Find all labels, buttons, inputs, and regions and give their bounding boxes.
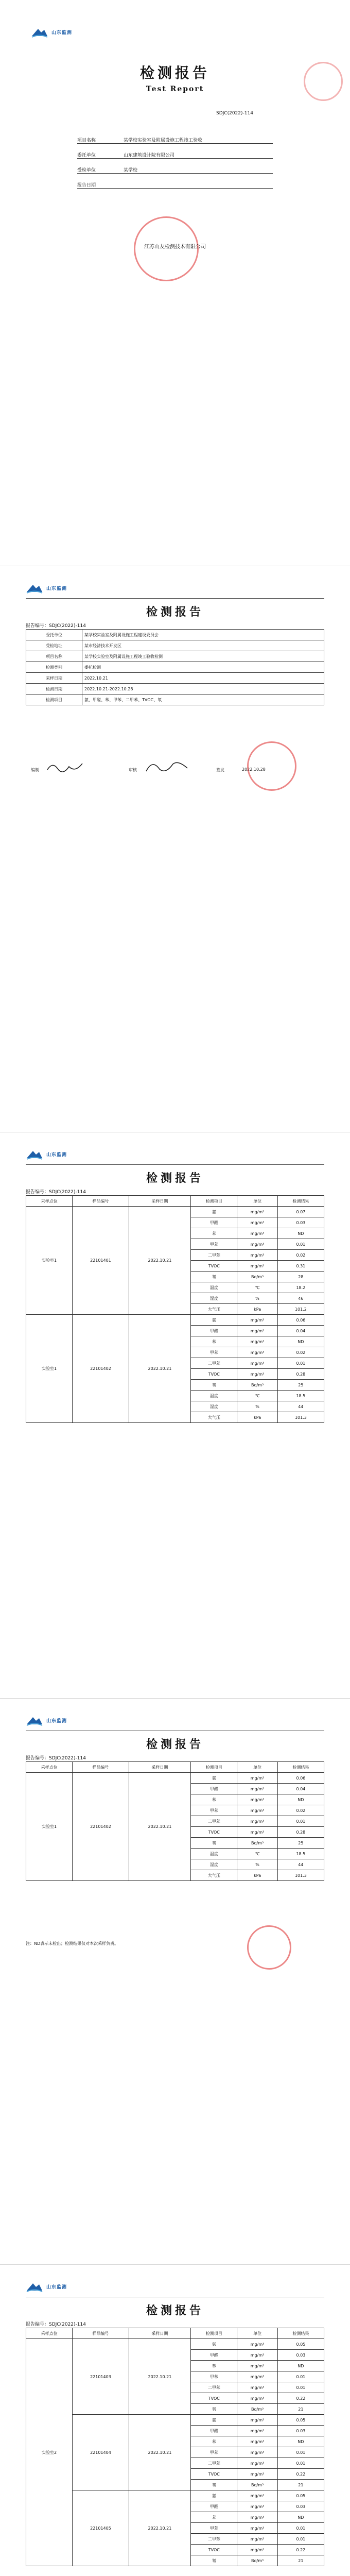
cover-fields: [77, 129, 273, 189]
cell-sample: 22101402: [73, 1315, 129, 1423]
cell-unit: mg/m³: [237, 1217, 277, 1228]
cell-unit: mg/m³: [237, 2545, 277, 2555]
cell-item: 温度: [191, 1282, 237, 1293]
column-header: 采样点位: [26, 2328, 73, 2339]
cell-item: 氨: [191, 2339, 237, 2350]
cell-location: 实验室2: [26, 2339, 73, 2566]
cell-value: 氨、甲醛、苯、甲苯、二甲苯、TVOC、氡: [82, 694, 324, 705]
cell-value: 0.01: [277, 2534, 324, 2545]
cell-unit: Bq/m³: [237, 1838, 277, 1849]
brand-name: 山东监测: [46, 586, 67, 591]
column-header: 样品编号: [73, 1762, 129, 1773]
cell-value: 0.03: [277, 1217, 324, 1228]
cell-item: 氡: [191, 1838, 237, 1849]
header-rule: [26, 598, 324, 599]
cell-value: 2022.10.21-2022.10.28: [82, 684, 324, 694]
cell-item: TVOC: [191, 2469, 237, 2480]
cell-value: 0.01: [277, 2447, 324, 2458]
cell-value: 委托检测: [82, 662, 324, 673]
sign-date: 2022.10.28: [242, 767, 266, 772]
company-seal: [247, 741, 296, 791]
cell-unit: mg/m³: [237, 2426, 277, 2436]
cover-field-label: 项目名称: [77, 138, 96, 143]
cell-item: 氨: [191, 1773, 237, 1784]
cell-unit: mg/m³: [237, 1358, 277, 1369]
cell-unit: mg/m³: [237, 2436, 277, 2447]
cell-unit: mg/m³: [237, 1773, 277, 1784]
cell-value: 21: [277, 2404, 324, 2415]
cell-value: 44: [277, 1401, 324, 1412]
cell-item: 甲苯: [191, 1805, 237, 1816]
table-row: [26, 662, 324, 673]
cell-item: 甲醛: [191, 2426, 237, 2436]
cell-item: 氡: [191, 2480, 237, 2490]
brand-mark-icon: [26, 2280, 43, 2293]
header-rule: [26, 1164, 324, 1165]
page-title: 检测报告: [146, 2304, 204, 2317]
cell-label: 检测日期: [26, 684, 82, 694]
cell-sample: 22101401: [73, 1207, 129, 1315]
column-header: 采样点位: [26, 1196, 73, 1207]
cover-field-value: 某学校: [124, 168, 138, 173]
info-table: [26, 629, 324, 705]
table-row: [26, 630, 324, 640]
cell-value: 0.22: [277, 2545, 324, 2555]
table-row: [26, 640, 324, 651]
report-number: 报告编号：SDJC(2022)-114: [26, 623, 86, 629]
sign-label: 签发: [216, 768, 224, 772]
cell-value: ND: [277, 2361, 324, 2371]
cell-unit: mg/m³: [237, 1816, 277, 1827]
cell-unit: Bq/m³: [237, 2555, 277, 2566]
cover-field-row: [77, 129, 273, 144]
cell-item: 温度: [191, 1849, 237, 1859]
cell-unit: mg/m³: [237, 1250, 277, 1261]
cell-item: 温度: [191, 1391, 237, 1401]
cell-label: 检测项目: [26, 694, 82, 705]
table-row: [26, 1207, 324, 1217]
table-row: [26, 2339, 324, 2350]
cell-item: 甲苯: [191, 1347, 237, 1358]
cell-value: 0.01: [277, 1358, 324, 1369]
cell-date: 2022.10.21: [129, 1773, 191, 1881]
brand-logo: [26, 2280, 67, 2293]
report-number: 报告编号：SDJC(2022)-114: [26, 1756, 86, 1761]
cell-sample: 22101405: [73, 2490, 129, 2566]
cell-value: 18.5: [277, 1391, 324, 1401]
column-header: 检测项目: [191, 1196, 237, 1207]
column-header: 样品编号: [73, 2328, 129, 2339]
cell-value: 0.01: [277, 1816, 324, 1827]
cover-field-label: 委托单位: [77, 153, 96, 158]
cell-unit: Bq/m³: [237, 2404, 277, 2415]
column-header: 检测项目: [191, 2328, 237, 2339]
cell-sample: 22101402: [73, 1773, 129, 1881]
cell-item: TVOC: [191, 1261, 237, 1272]
cell-unit: kPa: [237, 1304, 277, 1315]
results-page-2: [0, 1699, 350, 2264]
cell-label: 检测类别: [26, 662, 82, 673]
cell-value: 21: [277, 2480, 324, 2490]
cell-item: 苯: [191, 2512, 237, 2523]
cell-item: TVOC: [191, 2545, 237, 2555]
cell-unit: ℃: [237, 1282, 277, 1293]
cell-item: 氡: [191, 1272, 237, 1282]
column-header: 检测项目: [191, 1762, 237, 1773]
cell-value: 44: [277, 1859, 324, 1870]
cell-unit: mg/m³: [237, 1261, 277, 1272]
table-note: 注：ND表示未检出；检测结果仅对本次采样负责。: [26, 1941, 119, 1946]
cell-unit: mg/m³: [237, 1369, 277, 1380]
cell-value: 0.22: [277, 2393, 324, 2404]
table-header-row: [26, 2328, 324, 2339]
cell-value: ND: [277, 2436, 324, 2447]
cell-location: 实验室1: [26, 1773, 73, 1881]
cell-unit: mg/m³: [237, 2512, 277, 2523]
cell-value: 0.05: [277, 2339, 324, 2350]
cell-item: 氨: [191, 2415, 237, 2426]
cover-company: 江苏山友检测技术有限公司: [144, 244, 206, 250]
cell-value: 0.03: [277, 2501, 324, 2512]
cell-value: 0.06: [277, 1773, 324, 1784]
cell-item: 二甲苯: [191, 1358, 237, 1369]
results-table-2: [26, 1761, 324, 1881]
cell-unit: mg/m³: [237, 2534, 277, 2545]
cover-field-value: 山东建筑设计院有限公司: [124, 153, 175, 158]
cell-item: 甲醛: [191, 2501, 237, 2512]
cell-value: 0.03: [277, 2426, 324, 2436]
cover-field-row: [77, 174, 273, 189]
cell-value: 某市经济技术开发区: [82, 640, 324, 651]
cell-sample: 22101403: [73, 2339, 129, 2415]
cover-field-row: [77, 144, 273, 159]
cell-value: 101.3: [277, 1412, 324, 1423]
cell-unit: mg/m³: [237, 1827, 277, 1838]
cell-value: ND: [277, 1794, 324, 1805]
cover-field-label: 受检单位: [77, 168, 96, 173]
cell-value: 18.2: [277, 1282, 324, 1293]
table-header-row: [26, 1196, 324, 1207]
cell-item: 苯: [191, 1228, 237, 1239]
brand-logo: [26, 1714, 67, 1726]
cell-item: 湿度: [191, 1859, 237, 1870]
cell-unit: kPa: [237, 1870, 277, 1881]
page-title: 检测报告: [146, 1172, 204, 1185]
cell-label: 受检地址: [26, 640, 82, 651]
cell-value: 0.28: [277, 1369, 324, 1380]
cell-value: 0.03: [277, 2350, 324, 2361]
cell-unit: ℃: [237, 1391, 277, 1401]
cover-page: [0, 0, 350, 566]
cell-unit: mg/m³: [237, 1207, 277, 1217]
brand-name: 山东监测: [46, 2284, 67, 2290]
cell-item: 甲苯: [191, 2447, 237, 2458]
cell-unit: ℃: [237, 1849, 277, 1859]
cell-item: 甲醛: [191, 2350, 237, 2361]
brand-mark-icon: [26, 1714, 43, 1726]
cell-value: 某学校实验室及附属设施工程竣工验收检测: [82, 651, 324, 662]
sign-label: 编制: [31, 768, 39, 772]
signature-graphic: [46, 759, 87, 775]
cell-label: 采样日期: [26, 673, 82, 684]
cell-unit: mg/m³: [237, 2501, 277, 2512]
column-header: 检测结果: [277, 1762, 324, 1773]
cell-date: 2022.10.21: [129, 1315, 191, 1423]
cell-unit: mg/m³: [237, 2382, 277, 2393]
cell-unit: Bq/m³: [237, 1272, 277, 1282]
column-header: 样品编号: [73, 1196, 129, 1207]
cover-field-value: 某学校实验室及附属设施工程竣工验收: [124, 138, 203, 143]
cell-unit: Bq/m³: [237, 1380, 277, 1391]
cell-item: TVOC: [191, 2393, 237, 2404]
cell-unit: mg/m³: [237, 1336, 277, 1347]
results-page-1: [0, 1132, 350, 1698]
cell-unit: %: [237, 1401, 277, 1412]
cell-date: 2022.10.21: [129, 2490, 191, 2566]
table-row: [26, 694, 324, 705]
cell-value: 101.3: [277, 1870, 324, 1881]
cell-unit: mg/m³: [237, 1228, 277, 1239]
cell-sample: 22101404: [73, 2415, 129, 2490]
cell-item: 氨: [191, 2490, 237, 2501]
table-header-row: [26, 1762, 324, 1773]
cell-value: ND: [277, 1336, 324, 1347]
cell-unit: mg/m³: [237, 2361, 277, 2371]
cell-date: 2022.10.21: [129, 1207, 191, 1315]
cell-value: 101.2: [277, 1304, 324, 1315]
cell-unit: %: [237, 1859, 277, 1870]
column-header: 采样日期: [129, 1196, 191, 1207]
brand-name: 山东监测: [46, 1718, 67, 1724]
cell-item: 二甲苯: [191, 2458, 237, 2469]
cell-value: 46: [277, 1293, 324, 1304]
brand-mark-icon: [26, 1148, 43, 1160]
cover-field-label: 报告日期: [77, 183, 96, 188]
column-header: 采样点位: [26, 1762, 73, 1773]
cell-value: 0.02: [277, 1805, 324, 1816]
column-header: 采样日期: [129, 1762, 191, 1773]
cell-item: 二甲苯: [191, 2382, 237, 2393]
cell-value: 0.04: [277, 1784, 324, 1794]
cell-unit: %: [237, 1293, 277, 1304]
cell-item: 苯: [191, 2436, 237, 2447]
cell-value: 0.28: [277, 1827, 324, 1838]
cover-report-no: SDJC(2022)-114: [216, 111, 253, 116]
cell-item: 苯: [191, 1336, 237, 1347]
cover-field-row: [77, 159, 273, 174]
cell-value: 0.05: [277, 2415, 324, 2426]
column-header: 单位: [237, 2328, 277, 2339]
cell-value: 25: [277, 1838, 324, 1849]
cell-value: 0.05: [277, 2490, 324, 2501]
cell-value: 28: [277, 1272, 324, 1282]
page-title: 检测报告: [146, 1738, 204, 1751]
column-header: 检测结果: [277, 1196, 324, 1207]
brand-logo: [31, 26, 72, 38]
cell-item: TVOC: [191, 1827, 237, 1838]
column-header: 检测结果: [277, 2328, 324, 2339]
brand-logo: [26, 582, 67, 594]
brand-mark-icon: [31, 26, 48, 38]
brand-mark-icon: [26, 582, 43, 594]
page-title: 检测报告: [146, 605, 204, 619]
cell-item: 氡: [191, 1380, 237, 1391]
cell-unit: kPa: [237, 1412, 277, 1423]
cell-value: 0.06: [277, 1315, 324, 1326]
brand-name: 山东监测: [51, 30, 73, 36]
cell-unit: mg/m³: [237, 2458, 277, 2469]
cell-item: TVOC: [191, 1369, 237, 1380]
cell-item: 苯: [191, 1794, 237, 1805]
report-number: 报告编号：SDJC(2022)-114: [26, 2322, 86, 2327]
column-header: 采样日期: [129, 2328, 191, 2339]
cell-value: 0.01: [277, 2523, 324, 2534]
cell-unit: mg/m³: [237, 1784, 277, 1794]
cell-date: 2022.10.21: [129, 2415, 191, 2490]
cell-location: 实验室1: [26, 1207, 73, 1315]
sign-label: 审核: [129, 768, 137, 772]
signature-graphic: [144, 758, 190, 775]
cell-item: 二甲苯: [191, 2534, 237, 2545]
table-row: [26, 684, 324, 694]
cell-value: 0.22: [277, 2469, 324, 2480]
side-seal: [304, 62, 343, 101]
cell-item: 苯: [191, 2361, 237, 2371]
cell-unit: mg/m³: [237, 2350, 277, 2361]
cell-unit: mg/m³: [237, 2339, 277, 2350]
cell-label: 项目名称: [26, 651, 82, 662]
cell-value: ND: [277, 1228, 324, 1239]
brand-name: 山东监测: [46, 1152, 67, 1158]
cell-unit: mg/m³: [237, 2469, 277, 2480]
cell-unit: mg/m³: [237, 1315, 277, 1326]
report-number: 报告编号：SDJC(2022)-114: [26, 1190, 86, 1195]
table-row: [26, 651, 324, 662]
results-table-3: [26, 2328, 324, 2566]
cell-unit: mg/m³: [237, 2447, 277, 2458]
cell-item: 湿度: [191, 1401, 237, 1412]
cell-unit: Bq/m³: [237, 2480, 277, 2490]
cell-value: 0.01: [277, 2382, 324, 2393]
company-seal: [247, 1925, 291, 1970]
cell-item: 大气压: [191, 1412, 237, 1423]
brand-logo: [26, 1148, 67, 1160]
cell-item: 甲醛: [191, 1784, 237, 1794]
cell-value: 18.5: [277, 1849, 324, 1859]
cell-item: 二甲苯: [191, 1816, 237, 1827]
cell-unit: mg/m³: [237, 1794, 277, 1805]
cell-value: 0.31: [277, 1261, 324, 1272]
cell-unit: mg/m³: [237, 1326, 277, 1336]
cell-item: 二甲苯: [191, 1250, 237, 1261]
cell-item: 甲醛: [191, 1326, 237, 1336]
results-page-3: [0, 2265, 350, 2576]
cell-unit: mg/m³: [237, 2523, 277, 2534]
table-row: [26, 1773, 324, 1784]
cell-value: 21: [277, 2555, 324, 2566]
cell-value: 0.01: [277, 1239, 324, 1250]
cell-item: 氨: [191, 1207, 237, 1217]
cell-label: 委托单位: [26, 630, 82, 640]
table-row: [26, 1315, 324, 1326]
cell-unit: mg/m³: [237, 2371, 277, 2382]
cell-item: 氡: [191, 2555, 237, 2566]
cell-item: 大气压: [191, 1870, 237, 1881]
cell-value: 0.07: [277, 1207, 324, 1217]
column-header: 单位: [237, 1196, 277, 1207]
results-table-1: [26, 1195, 324, 1423]
cell-unit: mg/m³: [237, 1805, 277, 1816]
cell-unit: mg/m³: [237, 2490, 277, 2501]
column-header: 单位: [237, 1762, 277, 1773]
cell-value: 0.01: [277, 2458, 324, 2469]
cell-value: 0.01: [277, 2371, 324, 2382]
cover-title-en: Test Report: [146, 85, 204, 93]
cell-location: 实验室1: [26, 1315, 73, 1423]
cell-item: 甲苯: [191, 2523, 237, 2534]
cell-unit: mg/m³: [237, 2393, 277, 2404]
cell-value: 0.04: [277, 1326, 324, 1336]
cell-unit: mg/m³: [237, 2415, 277, 2426]
cell-item: 甲苯: [191, 2371, 237, 2382]
cell-value: 0.02: [277, 1250, 324, 1261]
cell-value: 0.02: [277, 1347, 324, 1358]
table-row: [26, 673, 324, 684]
cell-date: 2022.10.21: [129, 2339, 191, 2415]
cell-item: 甲醛: [191, 1217, 237, 1228]
cell-item: 湿度: [191, 1293, 237, 1304]
cell-item: 大气压: [191, 1304, 237, 1315]
info-page: [0, 566, 350, 1132]
cell-item: 氡: [191, 2404, 237, 2415]
cell-value: ND: [277, 2512, 324, 2523]
cell-item: 甲苯: [191, 1239, 237, 1250]
cover-title: 检测报告: [139, 64, 210, 81]
cell-unit: mg/m³: [237, 1347, 277, 1358]
cell-value: 2022.10.21: [82, 673, 324, 684]
cell-value: 25: [277, 1380, 324, 1391]
cell-item: 氨: [191, 1315, 237, 1326]
cell-unit: mg/m³: [237, 1239, 277, 1250]
cell-value: 某学校实验室及附属设施工程建设委员会: [82, 630, 324, 640]
